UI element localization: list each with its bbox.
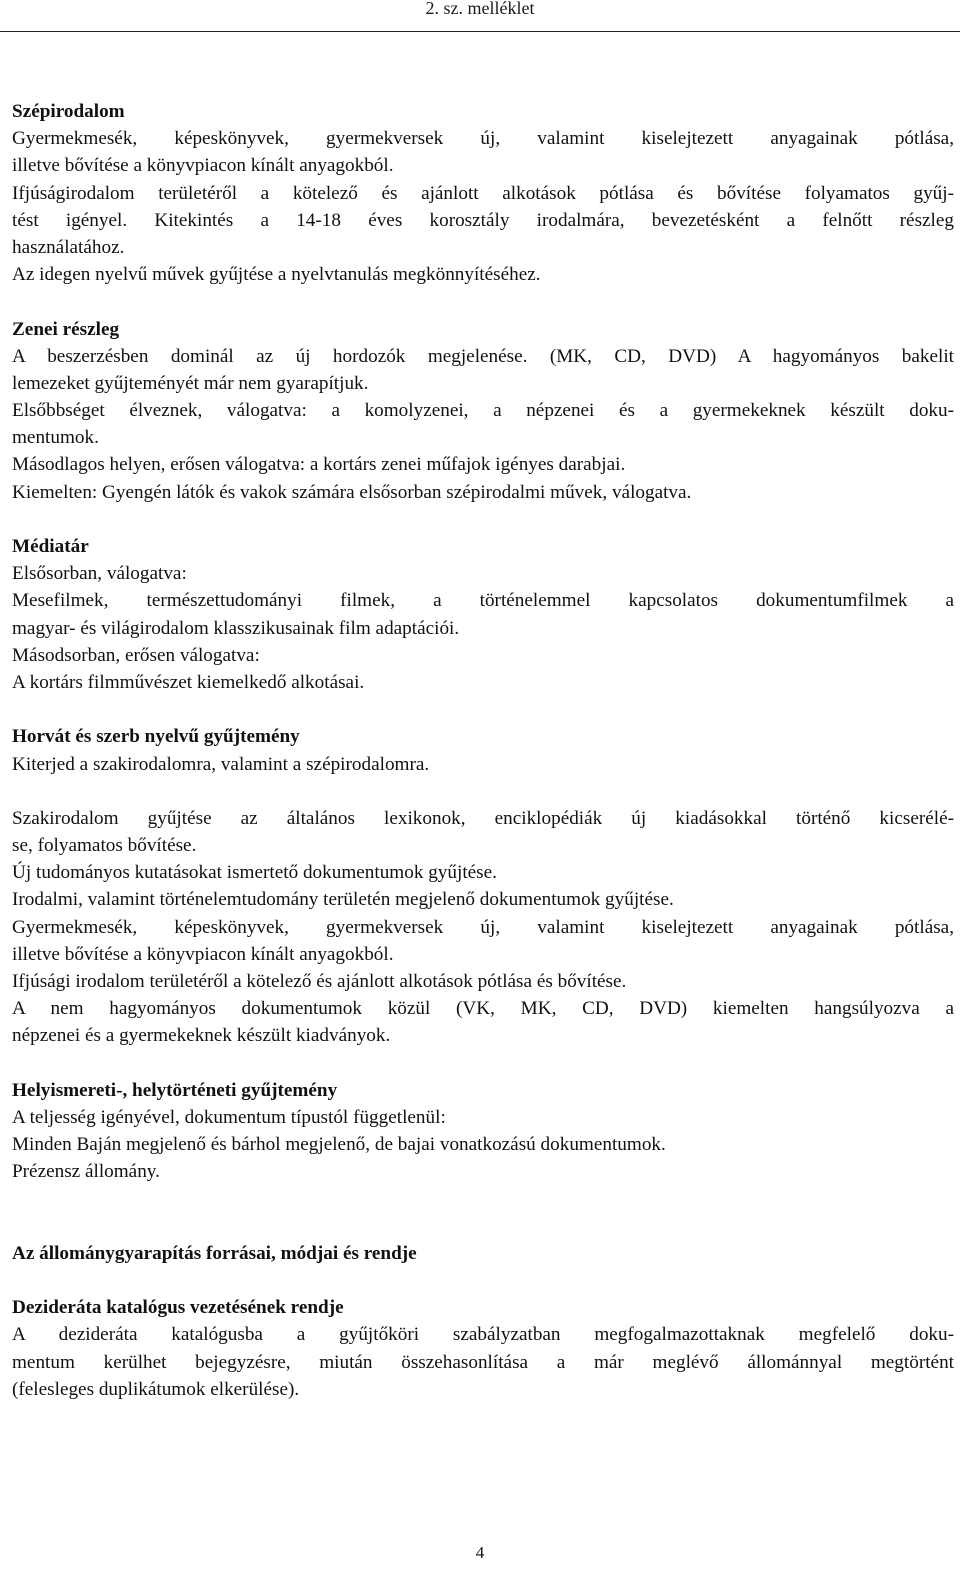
paragraph-line: mentumok. xyxy=(12,427,99,449)
page-number: 4 xyxy=(475,1543,485,1562)
page-header xyxy=(0,0,960,30)
paragraph-line: Új tudományos kutatásokat ismertető dokumentumok gyűjtése. xyxy=(12,862,497,884)
paragraph-line: Másodsorban, erősen válogatva: xyxy=(12,644,260,666)
paragraph-line: A teljesség igényével, dokumentum típustól függetlenül: xyxy=(12,1106,446,1128)
header-divider xyxy=(0,31,960,32)
paragraph-line: Prézensz állomány. xyxy=(12,1161,160,1183)
section-heading: Szépirodalom xyxy=(12,101,125,122)
spacer xyxy=(12,696,954,723)
paragraph-line: tést igényel. Kitekintés a 14-18 éves korosztály irodalmára, bevezetésként a felnőtt részleg xyxy=(12,209,954,231)
spacer xyxy=(12,1050,954,1077)
section xyxy=(12,1294,954,1403)
paragraph-line: lemezeket gyűjteményét már nem gyarapítjuk. xyxy=(12,372,369,394)
section-heading: Zenei részleg xyxy=(12,318,120,340)
section xyxy=(12,1240,954,1267)
section-heading: Az állománygyarapítás forrásai, módjai és rendje xyxy=(12,1242,417,1264)
spacer xyxy=(12,1186,954,1240)
paragraph-line: illetve bővítése a könyvpiacon kínált anyagokból. xyxy=(12,155,394,177)
paragraph-line: Kiemelten: Gyengén látók és vakok számára elsősorban szépirodalmi művek, válogatva. xyxy=(12,481,692,503)
paragraph-line: Másodlagos helyen, erősen válogatva: a kortárs zenei műfajok igényes darabjai. xyxy=(12,454,626,476)
paragraph-line: (felesleges duplikátumok elkerülése). xyxy=(12,1378,300,1400)
spacer xyxy=(12,1267,954,1294)
section xyxy=(12,1077,954,1186)
paragraph-line: A kortárs filmművészet kiemelkedő alkotásai. xyxy=(12,671,365,693)
spacer xyxy=(12,288,954,315)
section xyxy=(12,533,954,696)
spacer xyxy=(12,506,954,533)
paragraph-line: használatához. xyxy=(12,236,125,258)
paragraph-line: Kiterjed a szakirodalomra, valamint a szépirodalomra. xyxy=(12,753,430,775)
paragraph-line: Elsősorban, válogatva: xyxy=(12,563,187,585)
section xyxy=(12,316,954,506)
paragraph-line: illetve bővítése a könyvpiacon kínált anyagokból. xyxy=(12,943,394,965)
paragraph-line: A nem hagyományos dokumentumok közül (VK, MK, CD, DVD) kiemelten hangsúlyozva a xyxy=(12,998,954,1020)
paragraph-line: Elsőbbséget élveznek, válogatva: a komolyzenei, a népzenei és a gyermekeknek készült doku- xyxy=(12,400,954,422)
paragraph-line: Gyermekmesék, képeskönyvek, gyermekversek új, valamint kiselejtezett anyagainak pótlása, xyxy=(12,128,954,150)
section-heading: Helyismereti-, helytörténeti gyűjtemény xyxy=(12,1079,338,1101)
paragraph-line: Gyermekmesék, képeskönyvek, gyermekversek új, valamint kiselejtezett anyagainak pótlása, xyxy=(12,916,954,938)
section-heading: Dezideráta katalógus vezetésének rendje xyxy=(12,1297,344,1319)
section xyxy=(12,723,954,777)
paragraph-line: se, folyamatos bővítése. xyxy=(12,835,197,857)
paragraph-line: Minden Baján megjelenő és bárhol megjelenő, de bajai vonatkozású dokumentumok. xyxy=(12,1134,666,1156)
paragraph-line: A dezideráta katalógusba a gyűjtőköri szabályzatban megfogalmazottaknak megfelelő doku- xyxy=(12,1324,954,1346)
paragraph-line: Mesefilmek, természettudományi filmek, a történelemmel kapcsolatos dokumentumfilmek a xyxy=(12,590,954,612)
section xyxy=(12,805,954,1050)
paragraph-line: Szakirodalom gyűjtése az általános lexikonok, enciklopédiák új kiadásokkal történő kicserélé- xyxy=(12,807,954,829)
paragraph-line: Irodalmi, valamint történelemtudomány területén megjelenő dokumentumok gyűjtése. xyxy=(12,889,674,911)
header-label: 2. sz. melléklet xyxy=(425,0,535,18)
paragraph-line: Az idegen nyelvű művek gyűjtése a nyelvtanulás megkönnyítéséhez. xyxy=(12,264,541,286)
document-body xyxy=(12,98,954,1403)
section-heading: Horvát és szerb nyelvű gyűjtemény xyxy=(12,726,300,748)
spacer xyxy=(12,778,954,805)
section xyxy=(12,98,954,288)
paragraph-line: mentum kerülhet bejegyzésre, miután összehasonlítása a már meglévő állománnyal megtörtént xyxy=(12,1351,954,1373)
paragraph-line: Ifjúságirodalom területéről a kötelező és ajánlott alkotások pótlása és bővítése folyamatos gyűj- xyxy=(12,182,954,204)
paragraph-line: magyar- és világirodalom klasszikusainak film adaptációi. xyxy=(12,617,460,639)
section-heading: Médiatár xyxy=(12,536,89,557)
paragraph-line: A beszerzésben dominál az új hordozók megjelenése. (MK, CD, DVD) A hagyományos bakelit xyxy=(12,345,954,367)
paragraph-line: népzenei és a gyermekeknek készült kiadványok. xyxy=(12,1025,391,1047)
paragraph-line: Ifjúsági irodalom területéről a kötelező és ajánlott alkotások pótlása és bővítése. xyxy=(12,971,627,992)
